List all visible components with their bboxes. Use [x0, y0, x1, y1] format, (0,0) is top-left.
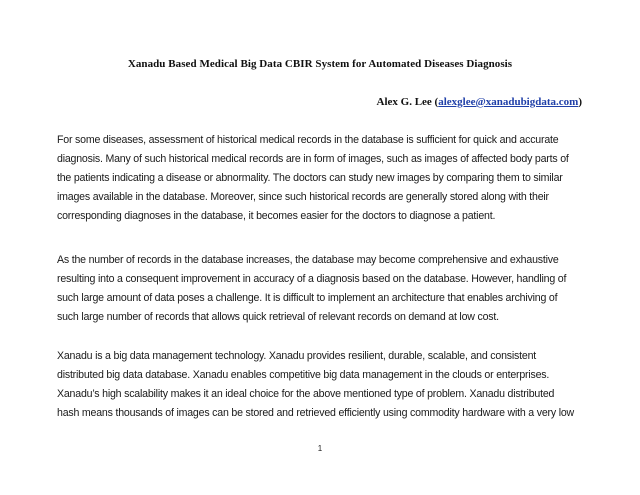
author-name: Alex G. Lee (: [376, 96, 439, 108]
author-line: [377, 96, 582, 108]
paragraph-1: [57, 131, 582, 226]
paragraph-3: [57, 347, 582, 423]
paragraph-line: images available in the database. Moreover, since such historical records are generally stored along with their: [57, 191, 549, 203]
paragraph-line: hash means thousands of images can be stored and retrieved efficiently using commodity hardware with a very low: [57, 407, 574, 419]
page-number: 1: [317, 444, 323, 453]
paragraph-line: Xanadu is a big data management technology. Xanadu provides resilient, durable, scalable, and consistent: [57, 350, 536, 362]
author-close-paren: ): [578, 96, 582, 108]
paragraph-line: distributed big data database. Xanadu enables competitive big data management in the clouds or enterprises.: [57, 369, 550, 381]
paragraph-line: resulting into a consequent improvement in accuracy of a diagnosis based on the database. However, handling of: [57, 273, 567, 285]
paragraph-line: the patients indicating a disease or abnormality. The doctors can study new images by comparing them to similar: [57, 172, 563, 184]
paragraph-2: [57, 251, 582, 327]
author-email-link[interactable]: alexglee@xanadubigdata.com: [438, 96, 579, 108]
paragraph-line: corresponding diagnoses in the database, it becomes easier for the doctors to diagnose a patient.: [57, 210, 496, 222]
paragraph-line: For some diseases, assessment of historical medical records in the database is sufficient for quick and accurate: [57, 134, 559, 146]
paragraph-line: such large number of records that allows quick retrieval of relevant records on demand at low cost.: [57, 311, 499, 323]
document-title: Xanadu Based Medical Big Data CBIR System for Automated Diseases Diagnosis: [127, 58, 513, 70]
paragraph-line: diagnosis. Many of such historical medical records are in form of images, such as images of affected body parts of: [57, 153, 569, 165]
paragraph-line: such large amount of data poses a challenge. It is difficult to implement an architecture that enables archiving of: [57, 292, 558, 304]
paragraph-line: As the number of records in the database increases, the database may become comprehensive and exhaustive: [57, 254, 559, 266]
paragraph-line: Xanadu’s high scalability makes it an ideal choice for the above mentioned type of problem. Xanadu distributed: [57, 388, 555, 400]
